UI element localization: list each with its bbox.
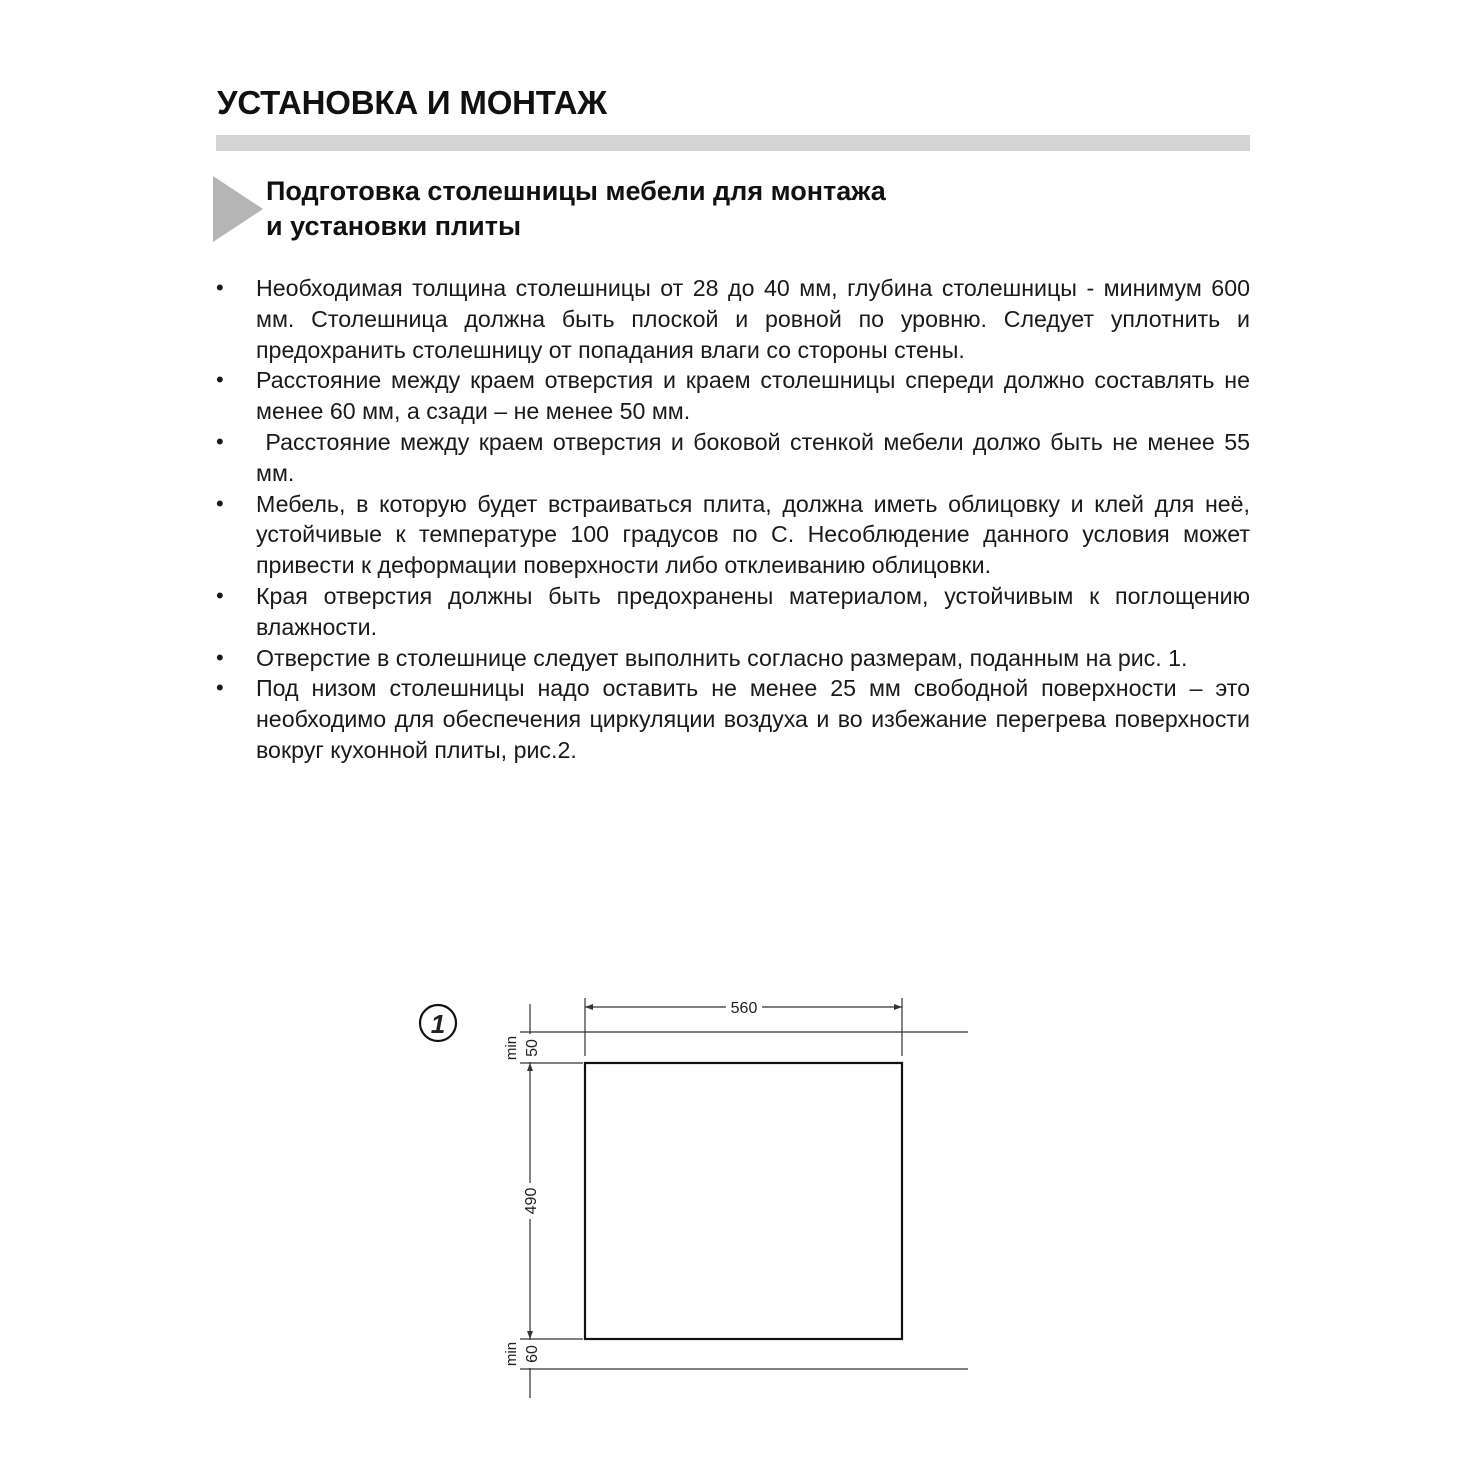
section-marker-triangle-icon: [213, 176, 263, 242]
figure-number: 1: [430, 1009, 446, 1039]
list-item: [216, 365, 1250, 427]
list-item-text: Края отверстия должны быть предохранены материалом, устойчивым к поглощению влажности.: [256, 582, 1250, 640]
bullet-icon: •: [216, 644, 224, 670]
page-title: УСТАНОВКА И МОНТАЖ: [217, 84, 607, 121]
section-heading-line-1: Подготовка столешницы мебели для монтажа: [266, 176, 886, 206]
bullet-icon: •: [216, 490, 224, 516]
height-dimension-label: 490: [523, 1187, 540, 1215]
bottom-gap-min-label: min: [503, 1341, 520, 1367]
width-dimension-label: 560: [730, 1000, 758, 1017]
list-item: [216, 427, 1257, 489]
bullet-icon: •: [216, 428, 224, 454]
bullet-icon: •: [216, 582, 224, 608]
list-item-text: Мебель, в которую будет встраиваться плита, должна иметь облицовку и клей для неё, устойчивые к температуре 100 градусов по С. Несоблюдение данного условия может привести к деформации поверхности либо отклеиванию облицовки.: [256, 490, 1250, 579]
list-item-text: Отверстие в столешнице следует выполнить согласно размерам, поданным на рис. 1.: [256, 644, 1188, 671]
list-item: [216, 581, 1250, 643]
title-divider: [216, 135, 1250, 151]
list-item: [216, 273, 1250, 365]
cutout-dimension-drawing: [400, 990, 1000, 1410]
bullet-icon: •: [216, 367, 224, 393]
list-item-text: Расстояние между краем отверстия и краем столешницы спереди должно составлять не менее 60 мм, а сзади – не менее 50 мм.: [256, 367, 1250, 425]
bullet-icon: •: [216, 675, 224, 701]
section-heading-line-2: и установки плиты: [266, 211, 522, 241]
section-heading: [266, 174, 1026, 244]
cutout-rectangle: [585, 1063, 902, 1339]
requirements-list: [216, 273, 1257, 766]
bullet-icon: •: [216, 275, 224, 300]
list-item: [216, 643, 1250, 674]
list-item-text: Необходимая толщина столешницы от 28 до 40 мм, глубина столешницы - минимум 600 мм. Столешница должна быть плоской и ровной по уровню. Следует уплотнить и предохранить столешницу от попадания влаги со стороны стены.: [256, 275, 1250, 363]
cutout-dimension-figure: [400, 990, 1000, 1410]
bottom-gap-dimension-label: 60: [524, 1345, 541, 1363]
list-item: [216, 673, 1250, 765]
figure-number-badge: [420, 1005, 456, 1041]
list-item-text: Расстояние между краем отверстия и боковой стенкой мебели должо быть не менее 55 мм.: [256, 428, 1257, 486]
top-gap-min-label: min: [503, 1035, 520, 1061]
top-gap-dimension-label: 50: [524, 1039, 541, 1057]
list-item-text: Под низом столешницы надо оставить не менее 25 мм свободной поверхности – это необходимо для обеспечения циркуляции воздуха и во избежание перегрева поверхности вокруг кухонной плиты, рис.2.: [256, 675, 1250, 763]
list-item: [216, 489, 1250, 581]
